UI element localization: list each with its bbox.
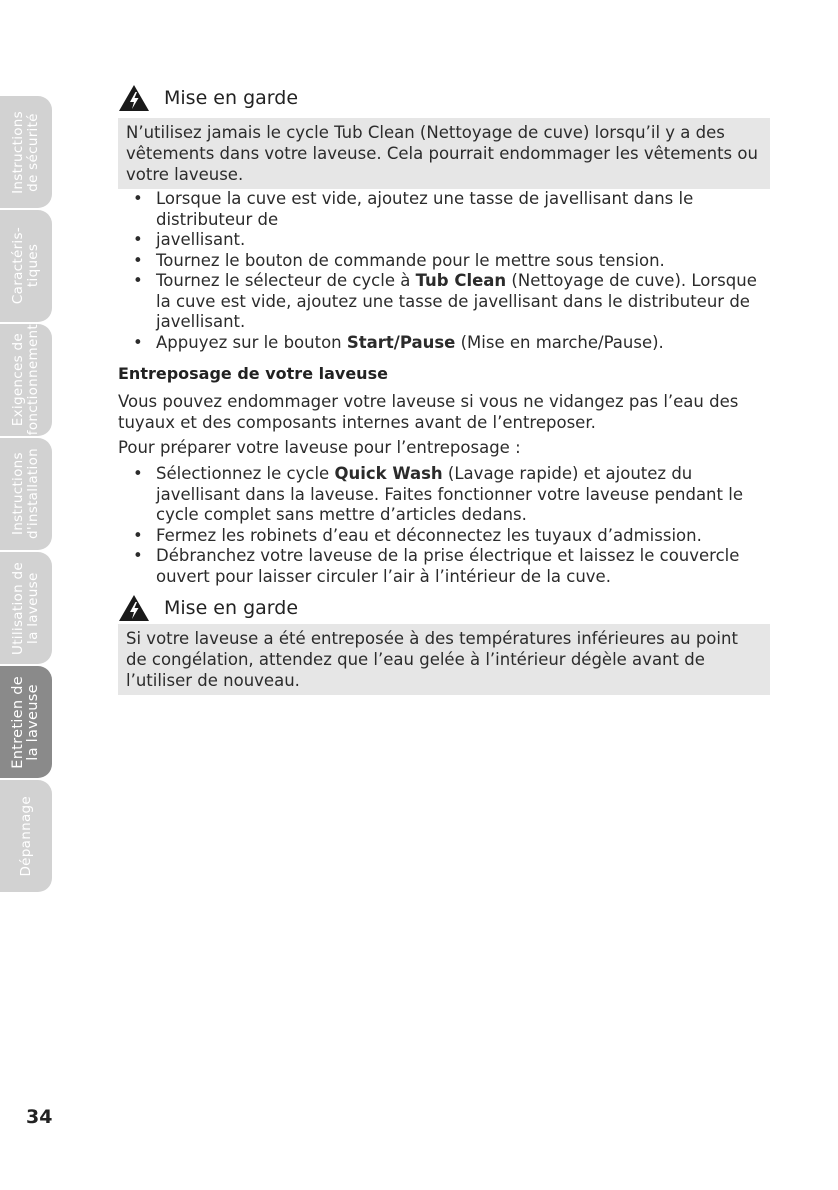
storage-paragraph-2: Pour préparer votre laveuse pour l’entreposage : [118,438,521,457]
list-item: • Appuyez sur le bouton Start/Pause (Mise en marche/Pause). [118,333,768,354]
list-item: • Débranchez votre laveuse de la prise électrique et laissez le couvercle ouvert pour laisser circuler l’air à l’intérieur de la cuve. [118,546,773,587]
page-number: 34 [26,1106,53,1128]
caution-box-1: N’utilisez jamais le cycle Tub Clean (Nettoyage de cuve) lorsqu’il y a des vêtements dans votre laveuse. Cela pourrait endommager les vêtements ou votre laveuse. [118,118,770,189]
tab-entretien-laveuse[interactable] [0,666,52,778]
tab-label: Instructions de sécurité [10,110,41,194]
bullet-list-tub-clean [118,189,768,353]
side-tabs [0,96,52,894]
tab-depannage[interactable] [0,780,52,892]
section-heading-storage: Entreposage de votre laveuse [118,364,388,383]
tab-instructions-installation[interactable] [0,438,52,550]
tab-label: Caractéris- tiques [10,227,41,305]
list-item: • Lorsque la cuve est vide, ajoutez une tasse de javellisant dans le distributeur de [118,189,768,230]
caution-heading-text: Mise en garde [164,597,299,619]
tab-exigences-fonctionnement[interactable] [0,324,52,436]
list-item: • javellisant. [118,230,768,251]
list-item: • Tournez le bouton de commande pour le mettre sous tension. [118,251,768,272]
tab-instructions-securite[interactable] [0,96,52,208]
bullet-list-storage [118,464,773,587]
caution-box-2: Si votre laveuse a été entreposée à des températures inférieures au point de congélation, attendez que l’eau gelée à l’intérieur dégèle avant de l’utiliser de nouveau. [118,624,770,695]
tab-label: Entretien de la laveuse [10,675,41,769]
tab-label: Exigences de fonctionnement [10,324,41,436]
warning-triangle-icon [118,594,150,622]
tab-label: Utilisation de la laveuse [10,561,41,655]
tab-utilisation-laveuse[interactable] [0,552,52,664]
list-item: • Fermez les robinets d’eau et déconnectez les tuyaux d’admission. [118,526,773,547]
caution-heading-1 [118,84,298,112]
tab-label: Instructions d'installation [10,448,41,540]
warning-triangle-icon [118,84,150,112]
list-item: • Sélectionnez le cycle Quick Wash (Lavage rapide) et ajoutez du javellisant dans la laveuse. Faites fonctionner votre laveuse pendant le cycle complet sans mettre d’articles dedans. [118,464,773,526]
tab-label: Dépannage [17,795,34,877]
storage-paragraph-1: Vous pouvez endommager votre laveuse si vous ne vidangez pas l’eau des tuyaux et des composants internes avant de l’entreposer. [118,392,739,432]
tab-caracteristiques[interactable] [0,210,52,322]
caution-heading-text: Mise en garde [164,87,299,109]
caution-heading-2 [118,594,298,622]
list-item: • Tournez le sélecteur de cycle à Tub Clean (Nettoyage de cuve). Lorsque la cuve est vide, ajoutez une tasse de javellisant dans le distributeur de javellisant. [118,271,768,333]
